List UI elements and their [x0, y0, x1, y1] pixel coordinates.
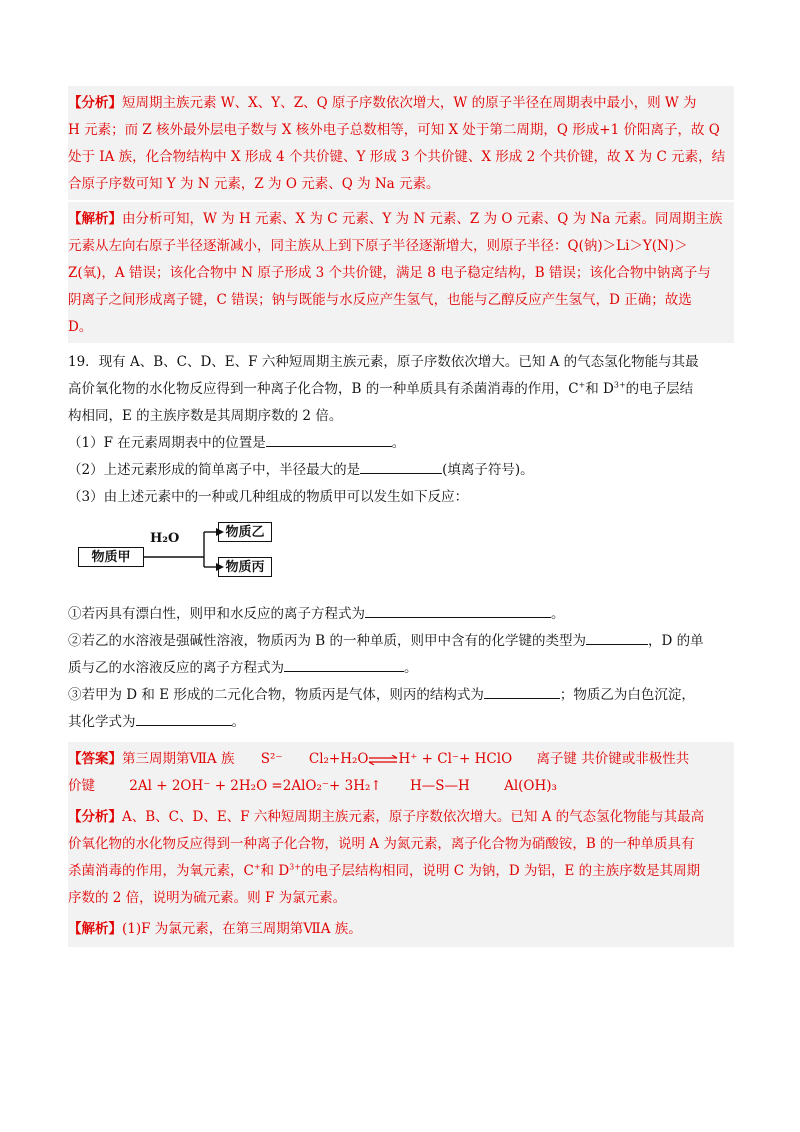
solution-line: 元素从左向右原子半径逐渐减小，同主族从上到下原子半径逐渐增大，则原子半径：Q(钠)＞Li＞Y(N)＞ — [68, 238, 688, 254]
question-stem: 高价氧化物的水化物反应得到一种离子化合物，B 的一种单质具有杀菌消毒的作用，C+和 $D^{3+}$的电子层结 — [68, 380, 694, 397]
answer-line — [68, 746, 734, 773]
question-stem: 构相同，E 的主族序数是其周期序数的 2 倍。 — [68, 408, 343, 424]
answer-1: 第三周期第ⅦA 族 — [122, 751, 235, 767]
answer-blank-1[interactable] — [266, 432, 392, 447]
answer-blank-7[interactable] — [136, 711, 232, 726]
substance-jia-box: 物质甲 — [78, 547, 144, 567]
analysis-line: H 元素；而 Z 核外最外层电子数与 X 核外电子总数相等，可知 X 处于第二周期，Q 形成+1 价阳离子，故 Q — [68, 122, 720, 138]
analysis-line: 杀菌消毒的作用，为氧元素，C+和 $D^{3+}$的电子层结构相同，说明 C 为钠，D 为铝，E 的主族序数是其周期 — [68, 862, 701, 879]
answer-6: H—S—H — [410, 778, 470, 794]
question-stem: 19．现有 A、B、C、D、E、F 六种短周期主族元素，原子序数依次增大。已知 A 的气态氢化物能与其最 — [68, 354, 699, 370]
answer-blank-4[interactable] — [586, 630, 648, 645]
analysis-line: 序数的 2 倍，说明为硫元素。则 F 为氯元素。 — [68, 890, 347, 906]
solution-line: D。 — [68, 319, 93, 335]
answer-3-right: H⁺ + Cl⁻+ HClO — [398, 751, 513, 767]
question-number: 19． — [68, 354, 99, 370]
analysis-line: 【分析】A、B、C、D、E、F 六种短周期主族元素，原子序数依次增大。已知 A 的气态氢化物能与其最高 — [68, 809, 705, 825]
analysis-block-2 — [68, 802, 734, 914]
sub-question-1: （1）F 在元素周期表中的位置是 。 — [68, 430, 734, 457]
solution-line: 阴离子之间形成离子键，C 错误；钠与既能与水反应产生氢气，也能与乙醇反应产生氢气，D 正确；故选 — [68, 292, 692, 308]
answer-tag: 【答案】 — [68, 751, 122, 767]
reaction-diagram — [68, 517, 734, 595]
reagent-label: H₂O — [150, 531, 180, 546]
solution-line: Z(氧)，A 错误；该化合物中 N 原子形成 3 个共价键，满足 8 电子稳定结构，B 错误；该化合物中钠离子与 — [68, 265, 711, 281]
solution-line: 【解析】由分析可知，W 为 H 元素、X 为 C 元素、Y 为 N 元素、Z 为 O 元素、Q 为 Na 元素。同周期主族 — [68, 211, 723, 227]
answer-4b: 价键 — [68, 778, 95, 794]
analysis-line: 合原子序数可知 Y 为 N 元素，Z 为 O 元素、Q 为 Na 元素。 — [68, 176, 440, 192]
solution-tag: 【解析】 — [68, 921, 122, 937]
analysis-line: 处于 IA 族，化合物结构中 X 形成 4 个共价键、Y 形成 3 个共价键、X 形成 2 个共价键，故 X 为 C 元素，结 — [68, 149, 726, 165]
solution-block-2 — [68, 914, 734, 947]
sub-question-3-3: ③若甲为 D 和 E 形成的二元化合物，物质丙是气体，则丙的结构式为 ；物质乙为白色沉淀， — [68, 682, 734, 709]
sub-question-3-1: ①若丙具有漂白性，则甲和水反应的离子方程式为 。 — [68, 601, 734, 628]
answer-5: 2Al + 2OH⁻ + 2H₂O =2AlO₂⁻+ 3H₂↑ — [129, 778, 382, 794]
answer-line — [68, 773, 734, 800]
answer-blank-2[interactable] — [360, 459, 442, 474]
substance-yi-box: 物质乙 — [218, 522, 272, 542]
question-19 — [68, 349, 734, 736]
analysis-block-1 — [68, 86, 734, 200]
page-content — [68, 86, 734, 947]
sub-question-3-3b: 其化学式为 。 — [68, 709, 734, 736]
answer-2: S²⁻ — [260, 751, 283, 767]
sub-question-2: （2）上述元素形成的简单离子中，半径最大的是 (填离子符号)。 — [68, 457, 734, 484]
sub-question-3: （3）由上述元素中的一种或几种组成的物质甲可以发生如下反应： — [68, 489, 469, 505]
sub-question-3-2: ②若乙的水溶液是强碱性溶液，物质丙为 B 的一种单质，则甲中含有的化学键的类型为 ，D 的单 — [68, 628, 734, 655]
equilibrium-arrow-icon — [368, 755, 398, 765]
answer-blank-3[interactable] — [365, 603, 551, 618]
answer-blank-5[interactable] — [284, 657, 404, 672]
substance-bing-box: 物质丙 — [218, 557, 272, 577]
answer-3-left: Cl₂+H₂O — [308, 751, 369, 767]
answer-block — [68, 742, 734, 802]
solution-block-1 — [68, 202, 734, 343]
solution-tag: 【解析】 — [68, 211, 122, 227]
answer-7: Al(OH)₃ — [504, 778, 557, 794]
sub-question-3-2b: 质与乙的水溶液反应的离子方程式为 。 — [68, 655, 734, 682]
analysis-tag: 【分析】 — [68, 809, 122, 825]
analysis-tag: 【分析】 — [68, 95, 122, 111]
answer-blank-6[interactable] — [484, 684, 560, 699]
analysis-line: 【分析】短周期主族元素 W、X、Y、Z、Q 原子序数依次增大，W 的原子半径在周期表中最小，则 W 为 — [68, 95, 697, 111]
analysis-line: 价氧化物的水化物反应得到一种离子化合物，说明 A 为氮元素，离子化合物为硝酸铵，B 的一种单质具有 — [68, 836, 695, 852]
solution-line: 【解析】(1)F 为氯元素，在第三周期第ⅦA 族。 — [68, 921, 362, 937]
answer-4: 离子键 共价键或非极性共 — [536, 751, 690, 767]
